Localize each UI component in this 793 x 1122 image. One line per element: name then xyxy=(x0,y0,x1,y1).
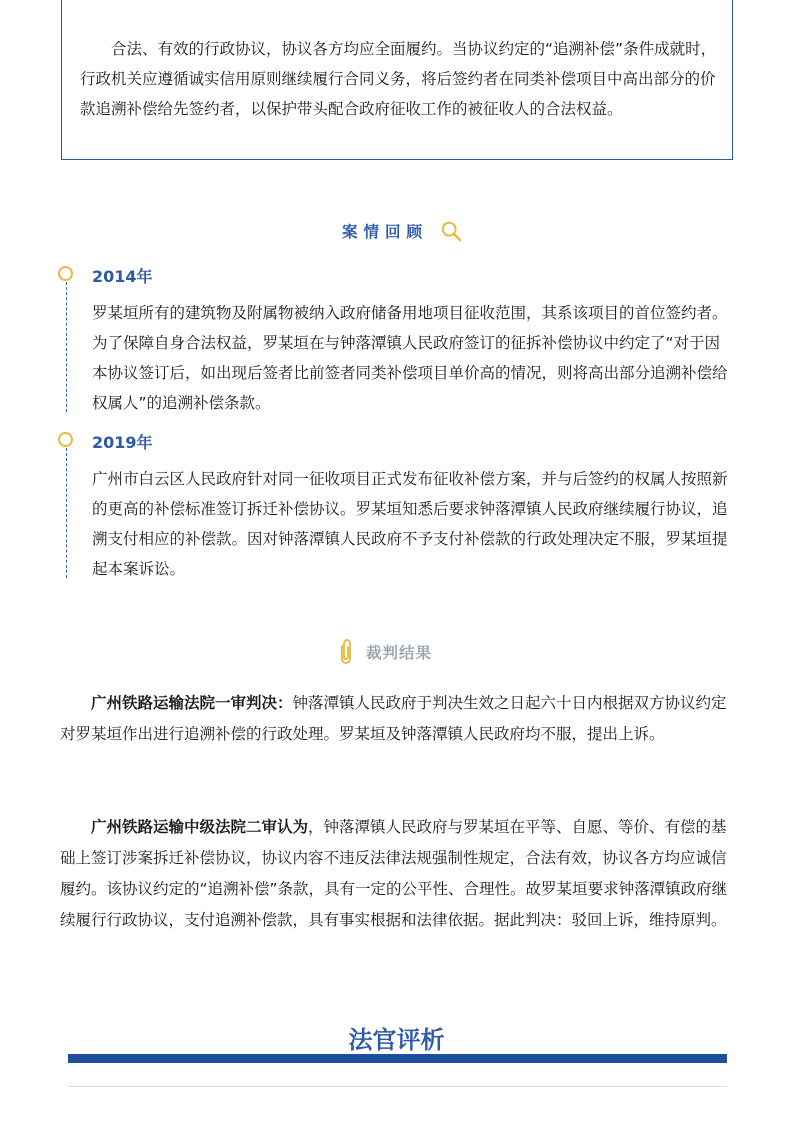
paperclip-icon xyxy=(336,638,356,666)
case-review-title: 案情回顾 xyxy=(342,223,429,241)
entry-text-2019: 广州市白云区人民政府针对同一征收项目正式发布征收补偿方案，并与后签约的权属人按照新的更高的补偿标准签订拆迁补偿协议。罗某垣知悉后要求钟落潭镇人民政府继续履行协议，追溯支付相应的补偿款。因对钟落潭镇人民政府不予支付补偿款的行政处理决定不服，罗某垣提起本案诉讼。 xyxy=(92,470,728,578)
case-review-heading xyxy=(342,220,462,242)
timeline-dot-2014 xyxy=(58,266,73,281)
analysis-title-bar xyxy=(68,1054,727,1063)
judgment-paragraph-second-instance xyxy=(60,812,740,936)
second-instance-lead: 广州铁路运输中级法院二审认为 xyxy=(91,818,309,836)
timeline-line-2019 xyxy=(66,448,67,578)
analysis-divider xyxy=(68,1086,727,1087)
first-instance-lead: 广州铁路运输法院一审判决： xyxy=(91,694,293,712)
year-2019: 2019年 xyxy=(92,433,153,452)
year-2014: 2014年 xyxy=(92,267,153,286)
timeline-line-2014 xyxy=(66,282,67,412)
judgment-title: 裁判结果 xyxy=(366,644,433,662)
analysis-title: 法官评析 xyxy=(348,1026,445,1054)
first-instance-text: 钟落潭镇人民政府于判决生效之日起六十日内根据双方协议约定对罗某垣作出进行追溯补偿的行政处理。罗某垣及钟落潭镇人民政府均不服，提出上诉。 xyxy=(60,694,727,743)
entry-text-2014: 罗某垣所有的建筑物及附属物被纳入政府储备用地项目征收范围，其系该项目的首位签约者。为了保障自身合法权益，罗某垣在与钟落潭镇人民政府签订的征拆补偿协议中约定了“对于因本协议签订后，如出现后签者比前签者同类补偿项目单价高的情况，则将高出部分追溯补偿给权属人”的追溯补偿条款。 xyxy=(92,304,728,412)
judgment-heading xyxy=(336,638,432,666)
timeline-dot-2019 xyxy=(58,432,73,447)
second-instance-text: ，钟落潭镇人民政府与罗某垣在平等、自愿、等价、有偿的基础上签订涉案拆迁补偿协议，协议内容不违反法律法规强制性规定，合法有效，协议各方均应诚信履约。该协议约定的“追溯补偿”条款，具有一定的公平性、合理性。故罗某垣要求钟落潭镇政府继续履行行政协议，支付追溯补偿款，具有事实根据和法律依据。据此判决：驳回上诉，维持原判。 xyxy=(60,818,728,929)
magnifier-icon xyxy=(440,220,462,242)
intro-text: 合法、有效的行政协议，协议各方均应全面履约。当协议约定的“追溯补偿”条件成就时，行政机关应遵循诚实信用原则继续履行合同义务，将后签约者在同类补偿项目中高出部分的价款追溯补偿给先签约者，以保护带头配合政府征收工作的被征收人的合法权益。 xyxy=(80,40,717,118)
judgment-paragraph-first-instance xyxy=(60,688,740,750)
